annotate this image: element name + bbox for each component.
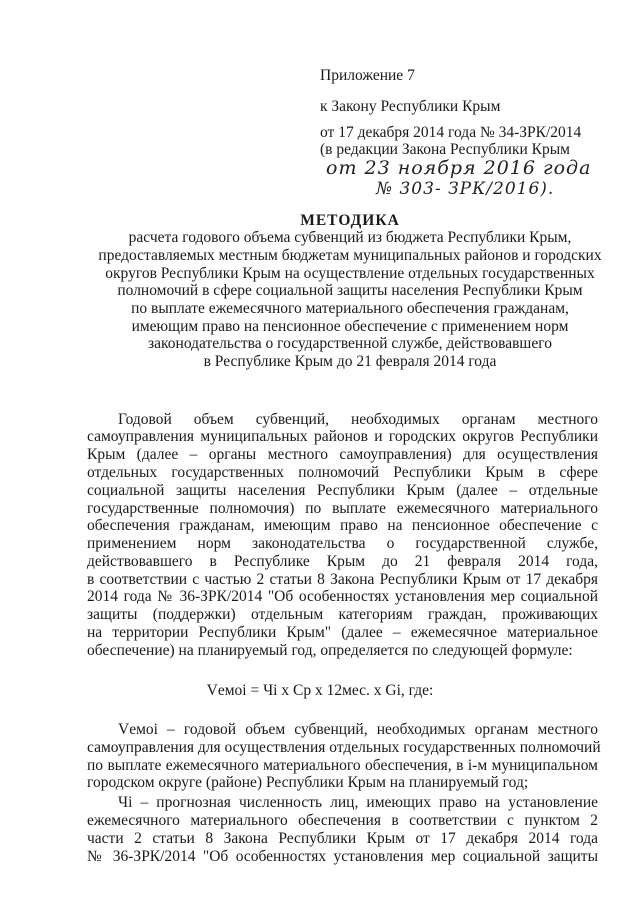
subtitle-line: расчета годового объема субвенций из бюджета Республики Крым, (128, 229, 572, 246)
paragraph-line: Vемоi – годовой объем субвенций, необходимых органам местного (118, 721, 598, 738)
subtitle-line: законодательства о государственной службе, действовавшего (148, 335, 552, 352)
subtitle-line: имеющим право на пенсионное обеспечение с применением норм (131, 318, 569, 335)
handwritten-edition-number: № 303- ЗРК/2016). (376, 179, 555, 199)
subtitle-line: предоставляемых местным бюджетам муниципальных районов и городских (98, 247, 602, 264)
paragraph-line: самоуправления для осуществления отдельных государственных полномочий (87, 739, 601, 756)
subtitle-line: по выплате ежемесячного материального обеспечения гражданам, (131, 300, 569, 317)
handwritten-edition-date: от 23 ноября 2016 года (326, 157, 592, 179)
paragraph-line: 2014 года № 36-ЗРК/2014 "Об особенностях установления мер социальной (87, 588, 598, 605)
paragraph-line: Чi – прогнозная численность лиц, имеющих право на установление (118, 794, 598, 811)
paragraph-line: в соответствии с частью 2 статьи 8 Закона Республики Крым от 17 декабря (87, 571, 598, 588)
paragraph-line: отдельных государственных полномочий Республики Крым в сфере (87, 464, 598, 481)
paragraph-line: действовавшего в Республике Крым до 21 февраля 2014 года, (87, 553, 598, 570)
annex-law-reference: к Закону Республики Крым (320, 98, 501, 115)
paragraph-line: применением норм законодательства о государственной службе, (87, 535, 598, 552)
document-heading: МЕТОДИКА (300, 212, 400, 229)
paragraph-line: обеспечение) на планируемый год, определяется по следующей формуле: (87, 642, 573, 659)
paragraph-line: городском округе (районе) Республики Крым на планируемый год; (87, 774, 529, 791)
paragraph-line: обеспечения гражданам, имеющим право на пенсионное обеспечение с (87, 517, 598, 534)
subtitle-line: в Республике Крым до 21 февраля 2014 года (203, 353, 497, 370)
paragraph-line: самоуправления муниципальных районов и городских округов Республики (87, 428, 598, 445)
calculation-formula: Vемоi = Чi x Ср x 12мес. x Gi, где: (206, 682, 434, 699)
paragraph-line: на территории Республики Крым" (далее – ежемесячное материальное (87, 624, 598, 641)
subtitle-line: округов Республики Крым на осуществление отдельных государственных (105, 265, 595, 282)
paragraph-line: № 36-ЗРК/2014 "Об особенностях установления мер социальной защиты (87, 848, 598, 865)
paragraph-line: Крым (далее – органы местного самоуправления) для осуществления (87, 446, 598, 463)
paragraph-line: защиты (поддержки) отдельным категориям граждан, проживающих (87, 606, 598, 623)
paragraph-line: по выплате ежемесячного материального обеспечения, в i-м муниципальном (87, 757, 598, 774)
paragraph-line: социальной защиты населения Республики Крым (далее – отдельные (87, 482, 598, 499)
annex-law-date: от 17 декабря 2014 года № 34-ЗРК/2014 (320, 124, 582, 141)
annex-number: Приложение 7 (320, 67, 415, 84)
subtitle-line: полномочий в сфере социальной защиты населения Республики Крым (117, 282, 583, 299)
paragraph-line: части 2 статьи 8 Закона Республики Крым от 17 декабря 2014 года (87, 830, 598, 847)
paragraph-line: Годовой объем субвенций, необходимых органам местного (118, 411, 598, 428)
annex-edition-note: (в редакции Закона Республики Крым (320, 141, 570, 158)
paragraph-line: государственные полномочия) по выплате ежемесячного материального (87, 500, 598, 517)
paragraph-line: ежемесячного материального обеспечения в соответствии с пунктом 2 (87, 812, 598, 829)
